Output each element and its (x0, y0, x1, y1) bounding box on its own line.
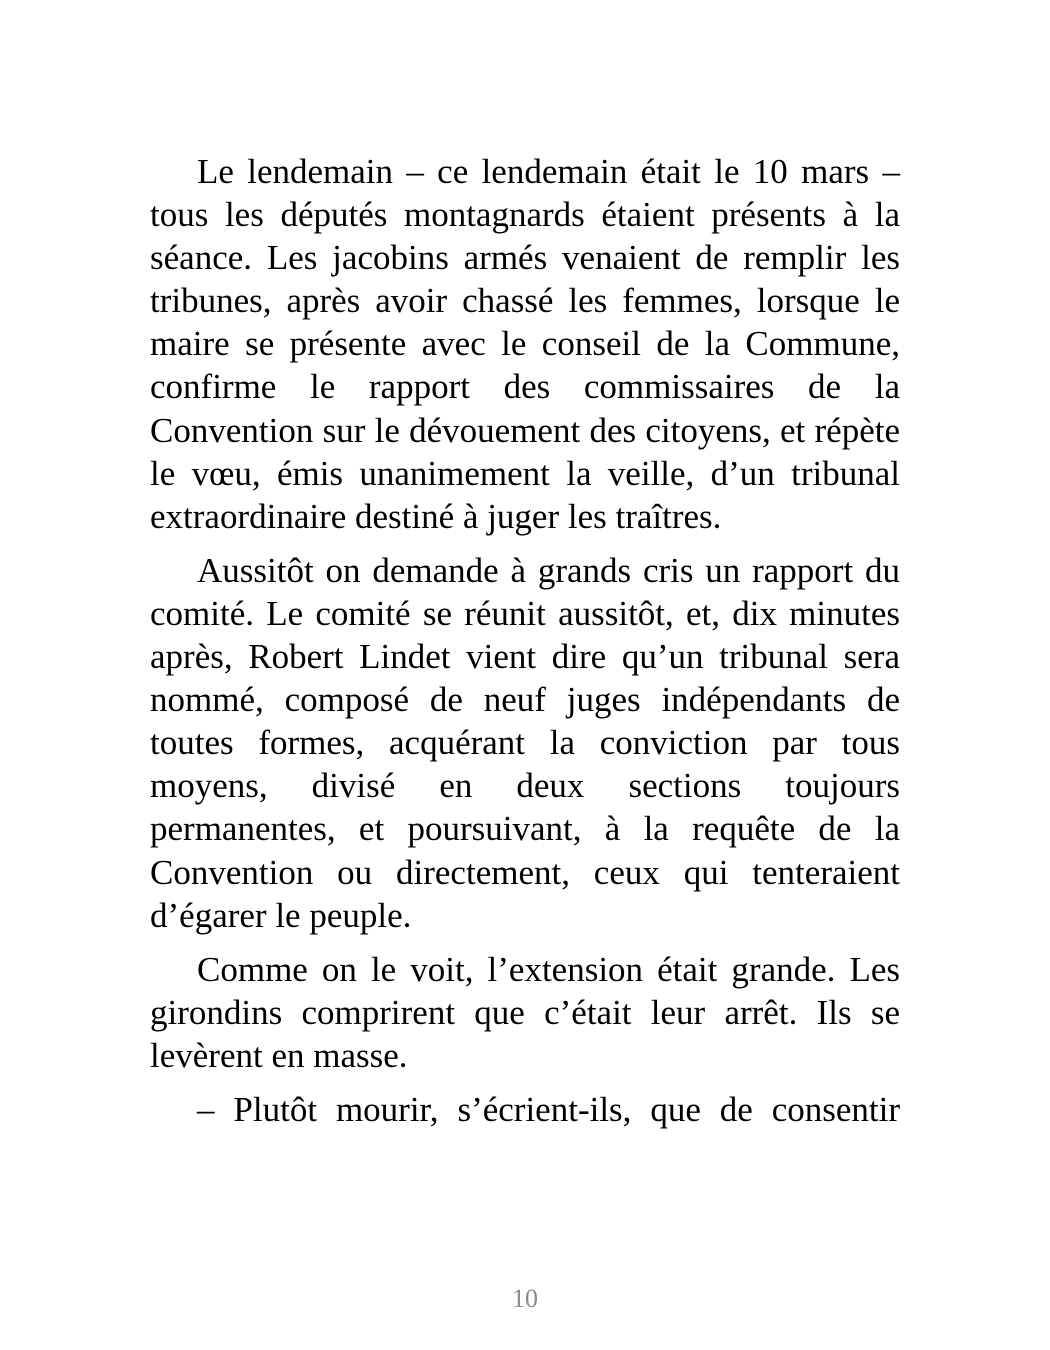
page-body (150, 150, 900, 1131)
paragraph: Comme on le voit, l’extension était grande. Les girondins comprirent que c’était leur arrêt. Ils se levèrent en masse. (150, 949, 900, 1075)
paragraph: Le lendemain – ce lendemain était le 10 mars – tous les députés montagnards étaient présents à la séance. Les jacobins armés venaient de remplir les tribunes, après avoir chassé les femmes, lorsque le maire se présente avec le conseil de la Commune, confirme le rapport des commissaires de la Convention sur le dévouement des citoyens, et répète le vœu, émis unanimement la veille, d’un tribunal extraordinaire destiné à juger les traîtres. (150, 152, 900, 536)
paragraph: Aussitôt on demande à grands cris un rapport du comité. Le comité se réunit aussitôt, et, dix minutes après, Robert Lindet vient dire qu’un tribunal sera nommé, composé de neuf juges indépendants de toutes formes, acquérant la conviction par tous moyens, divisé en deux sections toujours permanentes, et poursuivant, à la requête de la Convention ou directement, ceux qui tenteraient d’égarer le peuple. (150, 550, 900, 935)
page-number: 10 (512, 1284, 538, 1313)
paragraph-continued: – Plutôt mourir, s’écrient-ils, que de consentir (197, 1089, 900, 1129)
